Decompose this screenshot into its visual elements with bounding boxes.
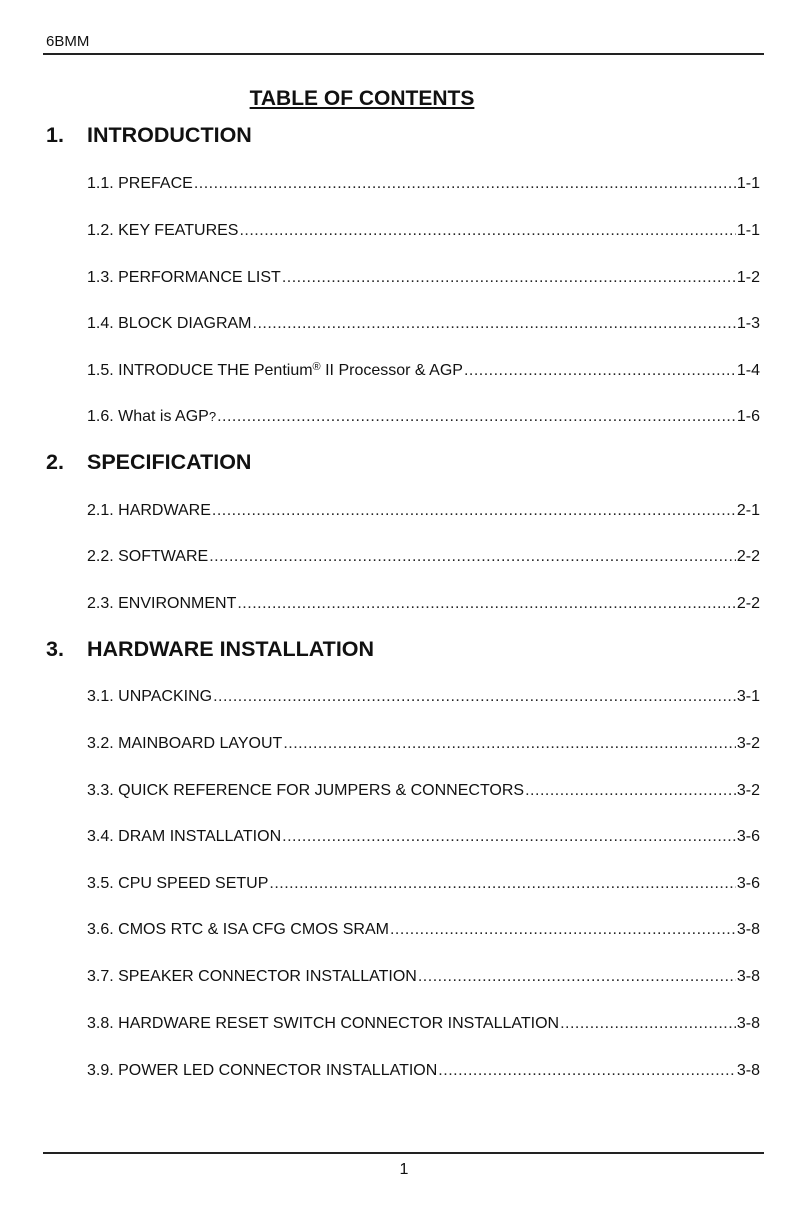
toc-entry-text: 3.2. MAINBOARD LAYOUT xyxy=(87,735,283,752)
toc-entry-text: 1.4. BLOCK DIAGRAM xyxy=(87,315,252,332)
toc-entry-page: 3-2 xyxy=(736,782,760,799)
dot-leader xyxy=(237,593,736,615)
toc-entry-text: 3.6. CMOS RTC & ISA CFG CMOS SRAM xyxy=(87,921,389,938)
toc-entry-text: 3.4. DRAM INSTALLATION xyxy=(87,828,282,845)
toc-entry[interactable] xyxy=(87,313,760,335)
toc-entry-page: 1-1 xyxy=(736,222,760,239)
section-title: SPECIFICATION xyxy=(87,450,252,474)
toc-entry-page: 3-8 xyxy=(736,1015,760,1032)
toc-entry[interactable] xyxy=(87,733,760,755)
section-number: 1. xyxy=(46,123,64,147)
toc-entry-page: 1-2 xyxy=(736,269,760,286)
toc-entry[interactable] xyxy=(87,267,760,289)
toc-entry-page: 1-1 xyxy=(736,175,760,192)
toc-entry-page: 2-1 xyxy=(736,502,760,519)
toc-entry[interactable] xyxy=(87,1060,760,1082)
toc-entry[interactable] xyxy=(87,966,760,988)
toc-entry-text: 3.8. HARDWARE RESET SWITCH CONNECTOR INSTALLATION xyxy=(87,1015,560,1032)
toc-entry-page: 3-8 xyxy=(736,1062,760,1079)
toc-entry-page: 3-6 xyxy=(736,828,760,845)
toc-entry-text: 3.7. SPEAKER CONNECTOR INSTALLATION xyxy=(87,968,417,985)
toc-entry-text xyxy=(87,406,216,428)
toc-entry-page: 1-3 xyxy=(736,315,760,332)
toc-entry-text: 3.3. QUICK REFERENCE FOR JUMPERS & CONNECTORS xyxy=(87,782,525,799)
toc-entry-page: 3-2 xyxy=(736,735,760,752)
toc-entry-page: 3-6 xyxy=(736,875,760,892)
dot-leader xyxy=(269,873,735,895)
dot-leader xyxy=(560,1013,736,1035)
toc-entry[interactable] xyxy=(87,220,760,242)
toc-entry[interactable] xyxy=(87,826,760,848)
question-mark: ? xyxy=(208,409,217,424)
toc-entry-page: 3-1 xyxy=(736,688,760,705)
toc-entry-page: 1-6 xyxy=(736,408,760,425)
toc-entry-page: 3-8 xyxy=(736,968,760,985)
toc-entry-text: 1.1. PREFACE xyxy=(87,175,193,192)
header-rule xyxy=(43,53,764,55)
page-header-label: 6BMM xyxy=(46,33,90,50)
toc-entry-page: 2-2 xyxy=(736,548,760,565)
toc-entry-page: 2-2 xyxy=(736,595,760,612)
section-heading-introduction xyxy=(46,122,252,148)
toc-entry-text: 2.2. SOFTWARE xyxy=(87,548,209,565)
dot-leader xyxy=(438,1060,736,1082)
toc-entry[interactable] xyxy=(87,360,760,382)
registered-mark: ® xyxy=(312,361,321,373)
section-title: HARDWARE INSTALLATION xyxy=(87,637,375,661)
toc-entry[interactable] xyxy=(87,919,760,941)
toc-entry-text-pre: 1.5. INTRODUCE THE Pentium xyxy=(87,362,313,379)
section-number: 3. xyxy=(46,637,64,661)
dot-leader xyxy=(525,780,736,802)
dot-leader xyxy=(212,500,736,522)
dot-leader xyxy=(282,267,736,289)
toc-entry-text-pre: 1.6. What is AGP xyxy=(87,408,209,425)
toc-entry[interactable] xyxy=(87,686,760,708)
section-heading-specification xyxy=(46,449,251,475)
toc-entry-text: 1.2. KEY FEATURES xyxy=(87,222,239,239)
footer-rule xyxy=(43,1152,764,1154)
dot-leader xyxy=(239,220,735,242)
section-number: 2. xyxy=(46,450,64,474)
dot-leader xyxy=(418,966,736,988)
toc-entry-text xyxy=(87,360,463,382)
dot-leader xyxy=(217,406,736,428)
dot-leader xyxy=(213,686,736,708)
dot-leader xyxy=(390,919,736,941)
page-number: 1 xyxy=(399,1161,409,1178)
dot-leader xyxy=(194,173,736,195)
toc-entry[interactable] xyxy=(87,780,760,802)
section-heading-hardware-installation xyxy=(46,636,374,662)
toc-entry-page: 3-8 xyxy=(736,921,760,938)
toc-entry-text: 1.3. PERFORMANCE LIST xyxy=(87,269,281,286)
toc-entry-text: 3.1. UNPACKING xyxy=(87,688,213,705)
toc-entry[interactable] xyxy=(87,500,760,522)
toc-entry[interactable] xyxy=(87,873,760,895)
dot-leader xyxy=(282,826,736,848)
toc-entry[interactable] xyxy=(87,546,760,568)
toc-entry-text: 2.1. HARDWARE xyxy=(87,502,211,519)
dot-leader xyxy=(209,546,736,568)
toc-entry-text: 3.9. POWER LED CONNECTOR INSTALLATION xyxy=(87,1062,438,1079)
toc-entry[interactable] xyxy=(87,1013,760,1035)
toc-entry-text-post: II Processor & AGP xyxy=(320,362,463,379)
dot-leader xyxy=(464,360,736,382)
toc-entry[interactable] xyxy=(87,406,760,428)
dot-leader xyxy=(253,313,736,335)
section-title: INTRODUCTION xyxy=(87,123,252,147)
toc-entry-text: 2.3. ENVIRONMENT xyxy=(87,595,237,612)
dot-leader xyxy=(283,733,736,755)
toc-entry-page: 1-4 xyxy=(736,362,760,379)
toc-title: TABLE OF CONTENTS xyxy=(249,87,475,110)
toc-entry-text: 3.5. CPU SPEED SETUP xyxy=(87,875,269,892)
toc-entry[interactable] xyxy=(87,173,760,195)
toc-entry[interactable] xyxy=(87,593,760,615)
